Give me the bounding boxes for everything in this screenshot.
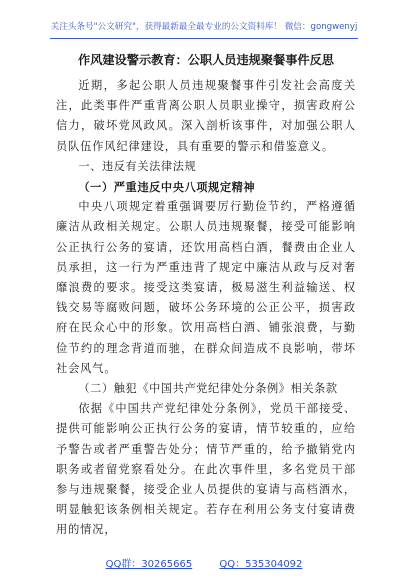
document-title: 作风建设警示教育：公职人员违规聚餐事件反思 [78, 53, 334, 67]
intro-paragraph: 近期，多起公职人员违规聚餐事件引发社会高度关注，此类事件严重背离公职人员职业操守，损害政府公信力，破坏党风政风。深入剖析该事件，对加强公职人员队伍作风纪律建设，具有重要的警示和借鉴意义。 [56, 79, 356, 153]
footer-contact [0, 555, 408, 570]
section-heading-1: 一、违反有关法律法规 [78, 159, 197, 173]
body-paragraph-2: 依据《中国共产党纪律处分条例》，党员干部接受、提供可能影响公正执行公务的宴请，情节较重的，应给予警告或者严重警告处分；情节严重的，给予撤销党内职务或者留党察看处分。在此次事件里，多名党员干部参与违规聚餐，接受企业人员提供的宴请与高档酒水，明显触犯该条例相关规定。若存在利用公务支付宴请费用的情况， [56, 402, 356, 537]
header-divider [50, 38, 358, 39]
subsection-heading-2: （二）触犯《中国共产党纪律处分条例》相关条款 [78, 382, 338, 396]
header-banner: 关注头条号"公文研究"，获得最新最全最专业的公文资料库！ 微信：gongwenyj [50, 22, 358, 32]
qq-contact-link[interactable]: QQ：535304092 [219, 559, 303, 570]
subsection-heading-1: （一）严重违反中央八项规定精神 [78, 180, 256, 195]
body-paragraph-1: 中央八项规定着重强调要厉行勤俭节约，严格遵循廉洁从政相关规定。公职人员违规聚餐，接受可能影响公正执行公务的宴请，还饮用高档白酒，餐费由企业人员承担，这一行为严重违背了规定中廉洁从政与反对奢靡浪费的要求。接受这类宴请，极易滋生利益输送、权钱交易等腐败问题，破坏公务环境的公正公平，损害政府在民众心中的形象。饮用高档白酒、铺张浪费，与勤俭节约的理念背道而驰，在群众间造成不良影响，带坏社会风气。 [56, 200, 356, 375]
document-body [56, 51, 356, 541]
qq-group-link[interactable]: QQ群：30265665 [105, 559, 193, 570]
